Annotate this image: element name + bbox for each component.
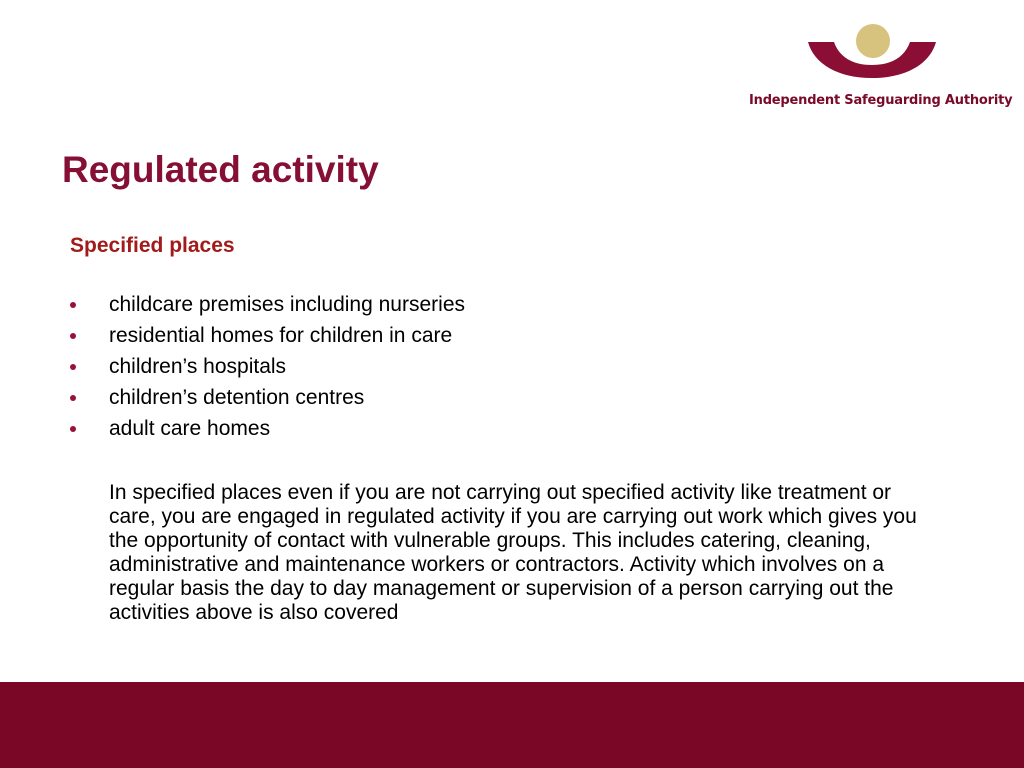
bullet-icon [70,426,76,432]
bullet-text: adult care homes [109,417,271,440]
bullet-item [70,320,465,351]
bullet-item [70,351,465,382]
bullet-text: children’s hospitals [109,355,287,378]
bullet-item [70,382,465,413]
slide-subtitle: Specified places [70,234,235,257]
bullet-item [70,413,465,444]
logo-mark-icon [806,20,941,80]
slide-title: Regulated activity [62,149,379,190]
organization-logo [745,20,1013,115]
logo-text: Independent Safeguarding Authority [749,93,1013,108]
body-paragraph: In specified places even if you are not carrying out specified activity like treatment or care, you are engaged in regulated activity if you are carrying out work which gives you the opportunity of contact with vulnerable groups. This includes catering, cleaning, administrative and maintenance workers or contractors. Activity which involves on a regular basis the day to day management or supervision of a person carrying out the activities above is also covered [109,481,917,624]
bullet-icon [70,395,76,401]
bullet-icon [70,333,76,339]
bullet-item [70,289,465,320]
footer-band [0,682,1024,768]
bullet-text: residential homes for children in care [109,324,453,347]
bullet-icon [70,302,76,308]
bullet-icon [70,364,76,370]
bullet-text: childcare premises including nurseries [109,293,465,316]
bullet-list [70,289,465,444]
bullet-text: children’s detention centres [109,386,365,409]
